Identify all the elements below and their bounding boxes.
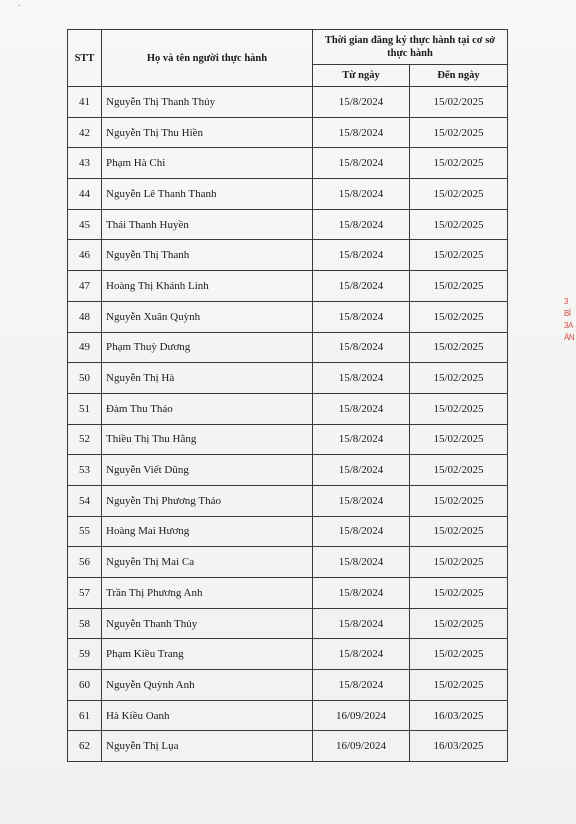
start-date: 15/8/2024 (313, 639, 410, 670)
row-number: 45 (68, 209, 102, 240)
start-date: 15/8/2024 (313, 516, 410, 547)
page-speck: ˇ (18, 4, 21, 13)
person-name: Thiều Thị Thu Hằng (102, 424, 313, 455)
person-name: Thái Thanh Huyền (102, 209, 313, 240)
end-date: 15/02/2025 (410, 547, 508, 578)
end-date: 15/02/2025 (410, 332, 508, 363)
person-name: Phạm Thuỳ Dương (102, 332, 313, 363)
start-date: 15/8/2024 (313, 485, 410, 516)
table-body (68, 87, 508, 762)
row-number: 57 (68, 578, 102, 609)
row-number: 53 (68, 455, 102, 486)
end-date: 15/02/2025 (410, 516, 508, 547)
header-name: Họ và tên người thực hành (102, 30, 313, 87)
end-date: 15/02/2025 (410, 639, 508, 670)
end-date: 15/02/2025 (410, 485, 508, 516)
table-row (68, 363, 508, 394)
start-date: 15/8/2024 (313, 547, 410, 578)
start-date: 15/8/2024 (313, 209, 410, 240)
person-name: Nguyễn Viết Dũng (102, 455, 313, 486)
start-date: 15/8/2024 (313, 455, 410, 486)
start-date: 15/8/2024 (313, 240, 410, 271)
end-date: 15/02/2025 (410, 608, 508, 639)
person-name: Nguyễn Thị Mai Ca (102, 547, 313, 578)
row-number: 44 (68, 179, 102, 210)
table-row (68, 179, 508, 210)
start-date: 16/09/2024 (313, 731, 410, 762)
end-date: 16/03/2025 (410, 700, 508, 731)
start-date: 15/8/2024 (313, 578, 410, 609)
row-number: 55 (68, 516, 102, 547)
row-number: 61 (68, 700, 102, 731)
table-row (68, 301, 508, 332)
person-name: Hà Kiều Oanh (102, 700, 313, 731)
start-date: 15/8/2024 (313, 608, 410, 639)
table-row (68, 700, 508, 731)
row-number: 50 (68, 363, 102, 394)
end-date: 15/02/2025 (410, 363, 508, 394)
person-name: Nguyễn Thị Lụa (102, 731, 313, 762)
row-number: 51 (68, 393, 102, 424)
person-name: Nguyễn Thanh Thủy (102, 608, 313, 639)
start-date: 15/8/2024 (313, 271, 410, 302)
stamp-text: ÁN (564, 333, 575, 342)
start-date: 16/09/2024 (313, 700, 410, 731)
table-row (68, 639, 508, 670)
row-number: 49 (68, 332, 102, 363)
table-row (68, 424, 508, 455)
header-from: Từ ngày (313, 65, 410, 87)
person-name: Trần Thị Phương Anh (102, 578, 313, 609)
end-date: 15/02/2025 (410, 179, 508, 210)
start-date: 15/8/2024 (313, 179, 410, 210)
person-name: Hoàng Mai Hương (102, 516, 313, 547)
end-date: 15/02/2025 (410, 393, 508, 424)
table-row (68, 731, 508, 762)
table-row (68, 240, 508, 271)
person-name: Nguyễn Thị Hà (102, 363, 313, 394)
row-number: 54 (68, 485, 102, 516)
start-date: 15/8/2024 (313, 424, 410, 455)
table-row (68, 117, 508, 148)
table-row (68, 332, 508, 363)
person-name: Phạm Hà Chi (102, 148, 313, 179)
person-name: Hoàng Thị Khánh Linh (102, 271, 313, 302)
end-date: 15/02/2025 (410, 271, 508, 302)
end-date: 15/02/2025 (410, 117, 508, 148)
row-number: 41 (68, 87, 102, 118)
start-date: 15/8/2024 (313, 301, 410, 332)
red-stamp-fragment (564, 296, 576, 396)
end-date: 16/03/2025 (410, 731, 508, 762)
table-row (68, 670, 508, 701)
end-date: 15/02/2025 (410, 148, 508, 179)
row-number: 42 (68, 117, 102, 148)
person-name: Nguyễn Thị Thanh Thủy (102, 87, 313, 118)
table-row (68, 209, 508, 240)
row-number: 59 (68, 639, 102, 670)
table-row (68, 148, 508, 179)
stamp-text: 3A (564, 321, 573, 330)
row-number: 56 (68, 547, 102, 578)
end-date: 15/02/2025 (410, 670, 508, 701)
row-number: 62 (68, 731, 102, 762)
end-date: 15/02/2025 (410, 301, 508, 332)
table-row (68, 87, 508, 118)
registration-table (67, 29, 508, 762)
start-date: 15/8/2024 (313, 363, 410, 394)
start-date: 15/8/2024 (313, 87, 410, 118)
table-row (68, 271, 508, 302)
row-number: 48 (68, 301, 102, 332)
person-name: Nguyễn Thị Thu Hiền (102, 117, 313, 148)
person-name: Nguyễn Xuân Quỳnh (102, 301, 313, 332)
table-row (68, 516, 508, 547)
table-row (68, 393, 508, 424)
header-period: Thời gian đăng ký thực hành tại cơ sở thực hành (313, 30, 508, 65)
end-date: 15/02/2025 (410, 209, 508, 240)
person-name: Nguyễn Thị Thanh (102, 240, 313, 271)
start-date: 15/8/2024 (313, 117, 410, 148)
start-date: 15/8/2024 (313, 670, 410, 701)
row-number: 58 (68, 608, 102, 639)
stamp-text: BÌ (564, 309, 571, 318)
row-number: 60 (68, 670, 102, 701)
table-row (68, 608, 508, 639)
start-date: 15/8/2024 (313, 148, 410, 179)
table-row (68, 547, 508, 578)
row-number: 47 (68, 271, 102, 302)
table-row (68, 485, 508, 516)
end-date: 15/02/2025 (410, 578, 508, 609)
person-name: Nguyễn Lê Thanh Thanh (102, 179, 313, 210)
person-name: Nguyễn Quỳnh Anh (102, 670, 313, 701)
table-row (68, 455, 508, 486)
end-date: 15/02/2025 (410, 455, 508, 486)
start-date: 15/8/2024 (313, 332, 410, 363)
header-to: Đến ngày (410, 65, 508, 87)
person-name: Phạm Kiều Trang (102, 639, 313, 670)
start-date: 15/8/2024 (313, 393, 410, 424)
end-date: 15/02/2025 (410, 87, 508, 118)
stamp-text: 3 (564, 297, 568, 306)
end-date: 15/02/2025 (410, 424, 508, 455)
header-stt: STT (68, 30, 102, 87)
person-name: Nguyễn Thị Phương Thảo (102, 485, 313, 516)
row-number: 46 (68, 240, 102, 271)
row-number: 43 (68, 148, 102, 179)
row-number: 52 (68, 424, 102, 455)
table-row (68, 578, 508, 609)
person-name: Đàm Thu Thảo (102, 393, 313, 424)
end-date: 15/02/2025 (410, 240, 508, 271)
